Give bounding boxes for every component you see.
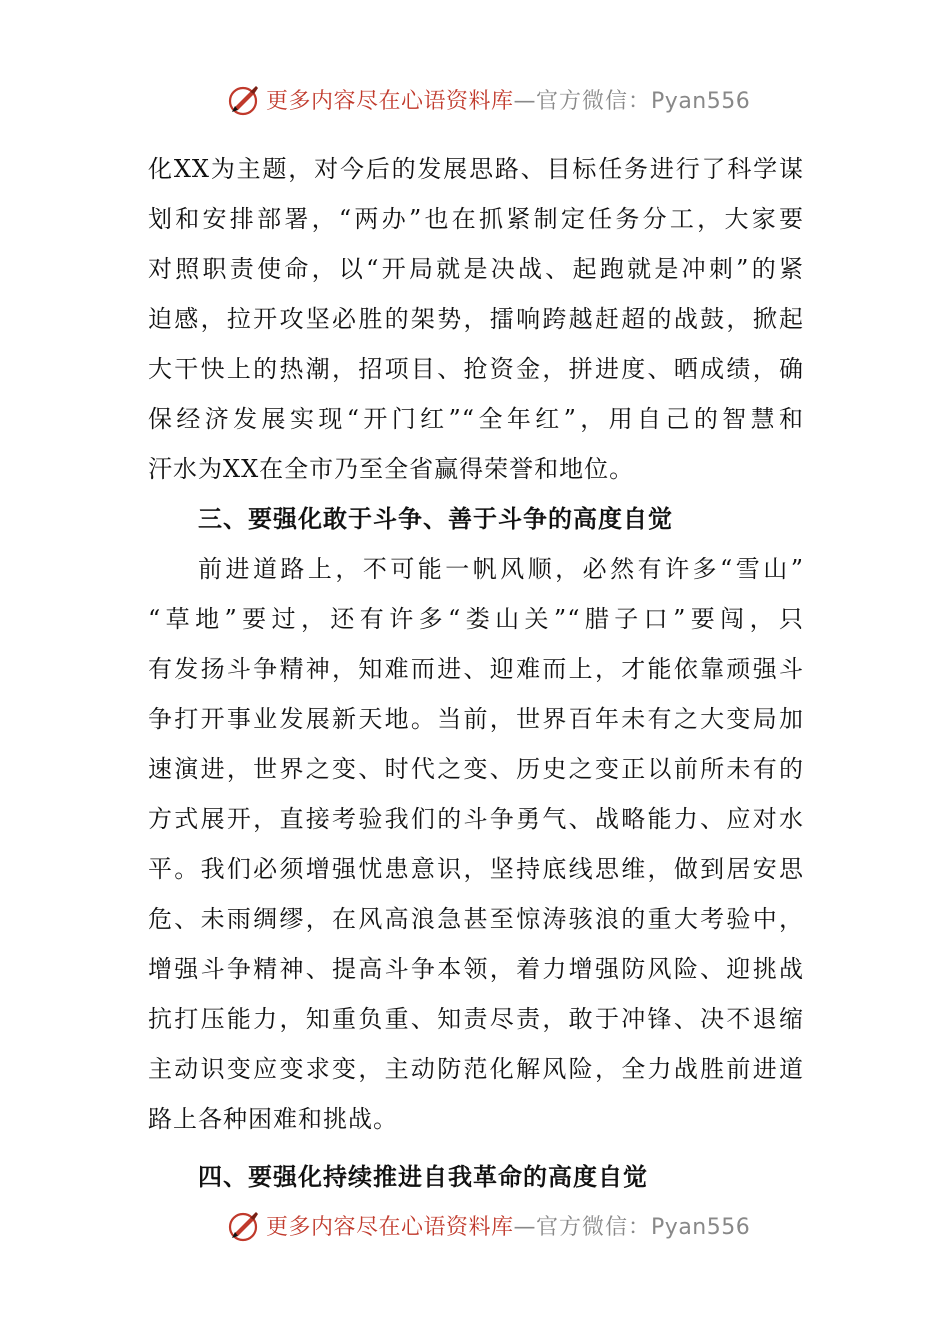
text-line: 大干快上的热潮，招项目、抢资金，拼进度、晒成绩，确 (148, 355, 804, 383)
text-line: 平。我们必须增强忧患意识，坚持底线思维，做到居安思 (148, 855, 804, 883)
banner-title: 更多内容尽在心语资料库 (266, 89, 514, 114)
text-line: 危、未雨绸缪，在风高浪急甚至惊涛骇浪的重大考验中， (148, 905, 804, 933)
text-line: 争打开事业发展新天地。当前，世界百年未有之大变局加 (148, 705, 804, 733)
text-line: 前进道路上，不可能一帆风顺，必然有许多“雪山” (198, 555, 804, 583)
banner-text (266, 1215, 750, 1241)
text-line: 增强斗争精神、提高斗争本领，着力增强防风险、迎挑战 (148, 955, 804, 983)
banner-wechat-label: 官方微信： (536, 1215, 652, 1240)
banner-text (266, 89, 750, 115)
text-line: 方式展开，直接考验我们的斗争勇气、战略能力、应对水 (148, 805, 804, 833)
banner-wechat-id: Pyan556 (651, 89, 751, 114)
header-banner (0, 82, 950, 122)
section-heading-4: 四、要强化持续推进自我革命的高度自觉 (198, 1163, 648, 1191)
text-line: 保经济发展实现“开门红”“全年红”，用自己的智慧和 (148, 405, 804, 433)
paragraph-2 (148, 544, 804, 1144)
text-line: 路上各种困难和挑战。 (148, 1105, 398, 1133)
section-heading-3: 三、要强化敢于斗争、善于斗争的高度自觉 (198, 505, 673, 533)
text-line: 抗打压能力，知重负重、知责尽责，敢于冲锋、决不退缩 (148, 1005, 804, 1033)
banner-separator: — (513, 1215, 537, 1240)
text-line: 化XX为主题，对今后的发展思路、目标任务进行了科学谋 (148, 155, 804, 183)
paragraph-1 (148, 144, 804, 494)
text-line: “草地”要过，还有许多“娄山关”“腊子口”要闯，只 (148, 605, 804, 633)
banner-wechat-id: Pyan556 (651, 1215, 751, 1240)
text-line: 汗水为XX在全市乃至全省赢得荣誉和地位。 (148, 455, 635, 483)
text-line: 有发扬斗争精神，知难而进、迎难而上，才能依靠顽强斗 (148, 655, 804, 683)
banner-wechat-label: 官方微信： (536, 89, 652, 114)
banner-title: 更多内容尽在心语资料库 (266, 1215, 514, 1240)
footer-banner (0, 1208, 950, 1248)
text-line: 划和安排部署，“两办”也在抓紧制定任务分工，大家要 (148, 205, 804, 233)
text-line: 主动识变应变求变，主动防范化解风险，全力战胜前进道 (148, 1055, 804, 1083)
text-line: 对照职责使命，以“开局就是决战、起跑就是冲刺”的紧 (148, 255, 804, 283)
text-line: 速演进，世界之变、时代之变、历史之变正以前所未有的 (148, 755, 804, 783)
banner-separator: — (513, 89, 537, 114)
pen-logo-icon (226, 82, 262, 118)
pen-logo-icon (226, 1208, 262, 1244)
document-body (148, 144, 804, 1202)
text-line: 迫感，拉开攻坚必胜的架势，擂响跨越赶超的战鼓，掀起 (148, 305, 804, 333)
